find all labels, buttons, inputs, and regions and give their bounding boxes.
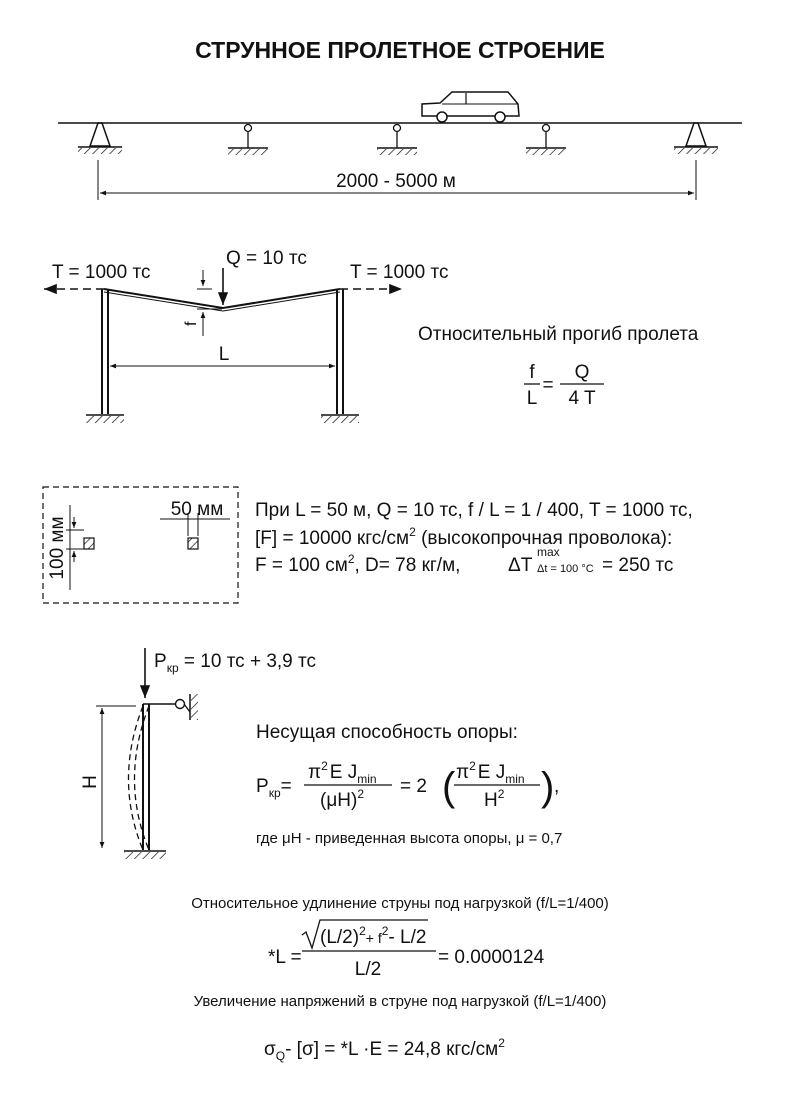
svg-text:(μH)2: $(\mu H)^2$ (320, 787, 365, 811)
deflection-formula (524, 362, 604, 409)
capacity-note: где μH - приведенная высота опоры, μ = 0,7 (256, 830, 563, 847)
svg-text:(: ( (442, 765, 456, 809)
page-title: СТРУННОЕ ПРОЛЕТНОЕ СТРОЕНИЕ (195, 37, 605, 63)
elongation-heading: Относительное удлинение струны под нагрузкой (f/L=1/400) (191, 895, 609, 912)
intermediate-support (526, 125, 566, 156)
stress-formula (264, 1036, 505, 1063)
svg-text:Q: Q (574, 362, 590, 383)
capacity-heading: Несущая способность опоры: (256, 722, 518, 743)
tension-right-label: T = 1000 тс (350, 262, 449, 283)
span-range-label: 2000 - 5000 м (336, 171, 456, 192)
svg-text:=: = (542, 375, 554, 396)
anchor-support-left (78, 123, 122, 154)
section-width-label: 50 мм (170, 499, 224, 520)
critical-load-label: $P_{кр} = 10$ тс + 3,9 тс (154, 651, 317, 675)
column-right (321, 289, 359, 423)
svg-text:= 0.0000124: = 0.0000124 (438, 947, 545, 968)
params-line-2: [F] = 10000 кгс/$см^2$ (высокопрочная проволока): (255, 525, 673, 549)
params-line-3: F = 100 $см^2$, D= 78 кг/м, (255, 552, 461, 576)
column-buckling-diagram (80, 648, 316, 859)
tension-left-label: T = 1000 тс (52, 262, 151, 283)
svg-text:= 2: = 2 (400, 776, 427, 797)
deflection-heading: Относительный прогиб пролета (418, 324, 699, 345)
elongation-formula (268, 920, 545, 980)
svg-text:L: L (526, 388, 538, 409)
intermediate-support (377, 125, 417, 156)
svg-text:L/2: L/2 (354, 959, 382, 980)
anchor-support-right (674, 123, 718, 154)
svg-text:π2E Jmin: $\pi^2$ E $J_{min}$ (308, 759, 377, 786)
svg-text:): ) (541, 765, 555, 809)
parameters-block (255, 500, 693, 576)
svg-text:σQ- [σ] = *L ·E = 24,8 кгс/см2: $\sigma_Q-$ [σ] = *L ·E = 24,8 кгс/$см^2$ (264, 1036, 505, 1063)
sag-label: f (183, 321, 200, 326)
delta-t-max: max (537, 545, 560, 559)
svg-text:(L/2)2+ f2- L/2: $(L/2)^2_{+ f}^2-$ L/2 (320, 924, 427, 948)
column-left (86, 289, 124, 423)
svg-text:π2E Jmin: $\pi^2$ E $J_{min}$ (456, 759, 525, 786)
deflection-diagram (44, 248, 448, 423)
svg-text:,: , (554, 776, 560, 797)
cross-section (43, 487, 238, 603)
svg-text:4 T: 4 T (568, 388, 596, 409)
stress-heading: Увеличение напряжений в струне под нагрузкой (f/L=1/400) (193, 993, 607, 1010)
svg-text:f: f (529, 362, 535, 383)
svg-text:H2: $H^2$ (484, 787, 505, 811)
car-icon (422, 92, 519, 122)
svg-text:Pкр=: $P_{кр}=$ (256, 776, 292, 800)
section-height-label: 100 мм (47, 516, 68, 580)
load-label: Q = 10 тс (226, 248, 307, 269)
delta-t-condition: Δt = 100 °C (537, 563, 594, 575)
svg-text:*L =: *L = (268, 947, 302, 968)
delta-t-symbol: ΔT (508, 555, 533, 576)
span-length-label: L (218, 344, 230, 365)
capacity-formula (256, 759, 559, 811)
delta-t-value: = 250 тс (602, 555, 674, 576)
support-height-label: H (80, 775, 101, 789)
string-span-overview (58, 92, 742, 200)
params-line-1: При L = 50 м, Q = 10 тс, f / L = 1 / 400, T = 1000 тс, (255, 500, 693, 521)
intermediate-support (228, 125, 268, 156)
